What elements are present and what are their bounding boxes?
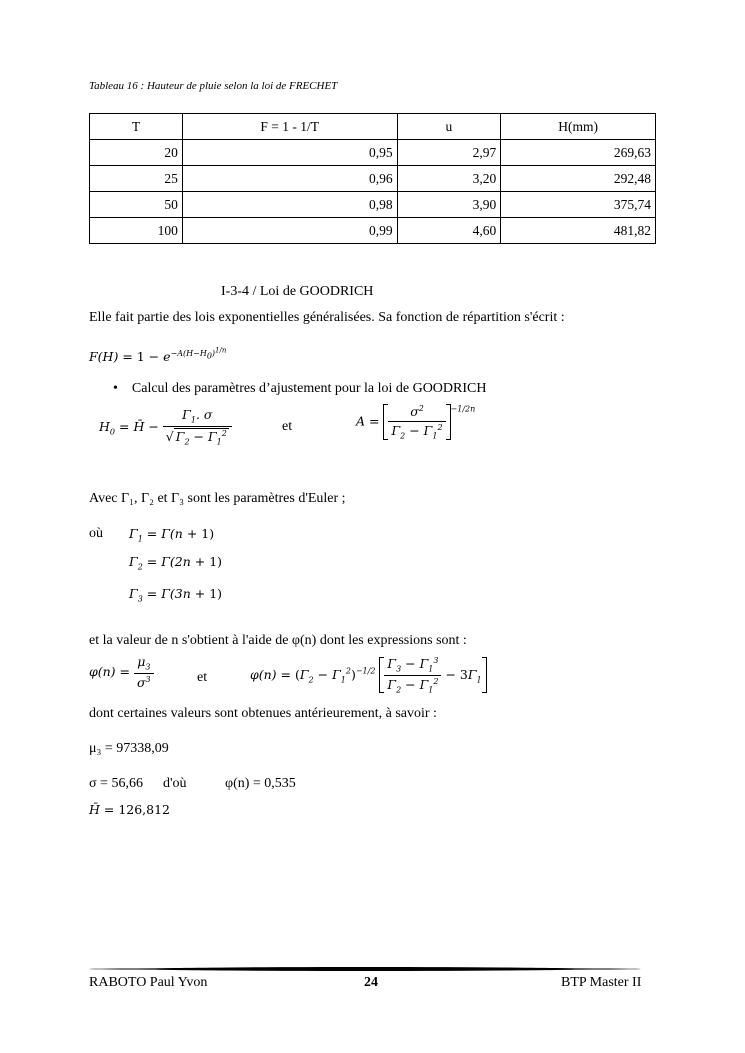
footer-divider	[89, 967, 641, 971]
cell: 3,90	[397, 192, 501, 218]
table-caption: Tableau 16 : Hauteur de pluie selon la loi de FRECHET	[89, 80, 338, 92]
cell: 292,48	[501, 166, 656, 192]
phi-intro: et la valeur de n s'obtient à l'aide de φ(n) dont les expressions sont :	[89, 633, 467, 648]
sigma-value: σ = 56,66	[89, 776, 143, 791]
cell: 0,95	[182, 140, 397, 166]
cell: 3,20	[397, 166, 501, 192]
et-label-2: et	[197, 670, 208, 685]
bullet-text: Calcul des paramètres d’ajustement pour la loi de GOODRICH	[131, 381, 487, 396]
section-title: I-3-4 / Loi de GOODRICH	[221, 284, 374, 299]
values-intro: dont certaines valeurs sont obtenues antérieurement, à savoir :	[89, 706, 437, 721]
cell: 25	[90, 166, 183, 192]
cell: 0,98	[182, 192, 397, 218]
bullet-item	[113, 381, 486, 397]
table-row	[90, 166, 656, 192]
mu3-value: μ₃ = 97338,09	[89, 741, 169, 756]
phi-formula-1: φ(n) = $\frac{\mu_3}{\sigma^3}$	[89, 655, 154, 690]
cell: 50	[90, 192, 183, 218]
phi-value: φ(n) = 0,535	[225, 776, 296, 791]
header-f: F = 1 - 1/T	[182, 114, 397, 140]
et-label-1: et	[282, 419, 293, 434]
cell: 0,99	[182, 218, 397, 244]
gamma2-formula: $\Gamma_2 = \Gamma(2n + 1)$	[129, 554, 223, 572]
table-row	[90, 218, 656, 244]
header-t: T	[90, 114, 183, 140]
gamma1-formula: $\Gamma_1 = \Gamma(n + 1)$	[129, 526, 215, 544]
footer-program: BTP Master II	[561, 975, 642, 990]
cell: 269,63	[501, 140, 656, 166]
distribution-formula: $F(H) = 1 - e^{-A(H-H_0)^{1/n}}$	[89, 346, 227, 364]
header-u: u	[397, 114, 501, 140]
frechet-table	[89, 113, 656, 244]
header-h: H(mm)	[501, 114, 656, 140]
hbar-number: = 126,812	[103, 802, 171, 817]
hbar-value: H̄ = 126,812	[89, 802, 171, 817]
cell: 2,97	[397, 140, 501, 166]
avec-text: Avec Γ₁, Γ₂ et Γ₃ sont les paramètres d'Euler ;	[89, 491, 346, 506]
bullet-icon: •	[113, 381, 118, 396]
cell: 481,82	[501, 218, 656, 244]
page-number: 24	[364, 975, 378, 990]
intro-text: Elle fait partie des lois exponentielles généralisées. Sa fonction de répartition s'écrit :	[89, 310, 565, 325]
h0-formula: $H_0$ = H̄ − $\frac{\Gamma_1. \sigma}{√ \Gamma_2 - \Gamma_1^2}$	[99, 408, 232, 447]
table-row	[90, 192, 656, 218]
footer-author: RABOTO Paul Yvon	[89, 975, 208, 990]
table-header-row	[90, 114, 656, 140]
ou-label: où	[89, 526, 103, 541]
gamma3-formula: $\Gamma_3 = \Gamma(3n + 1)$	[129, 586, 223, 604]
dou-label: d'où	[163, 776, 187, 791]
table-row	[90, 140, 656, 166]
cell: 100	[90, 218, 183, 244]
cell: 4,60	[397, 218, 501, 244]
cell: 375,74	[501, 192, 656, 218]
a-formula: A = $\frac{\sigma^2}{\Gamma_2 - \Gamma_1^2}$ $^{-1/2n}$	[356, 404, 476, 441]
cell: 0,96	[182, 166, 397, 192]
phi-formula-2: $\varphi(n) = (\Gamma_2 - \Gamma_1^2)^{-1/2}$ $\frac{\Gamma_3 - \Gamma_1^3}{\Gamma_2 - \Gamma_1^2}$ − $3\Gamma_1$	[250, 656, 487, 695]
cell: 20	[90, 140, 183, 166]
